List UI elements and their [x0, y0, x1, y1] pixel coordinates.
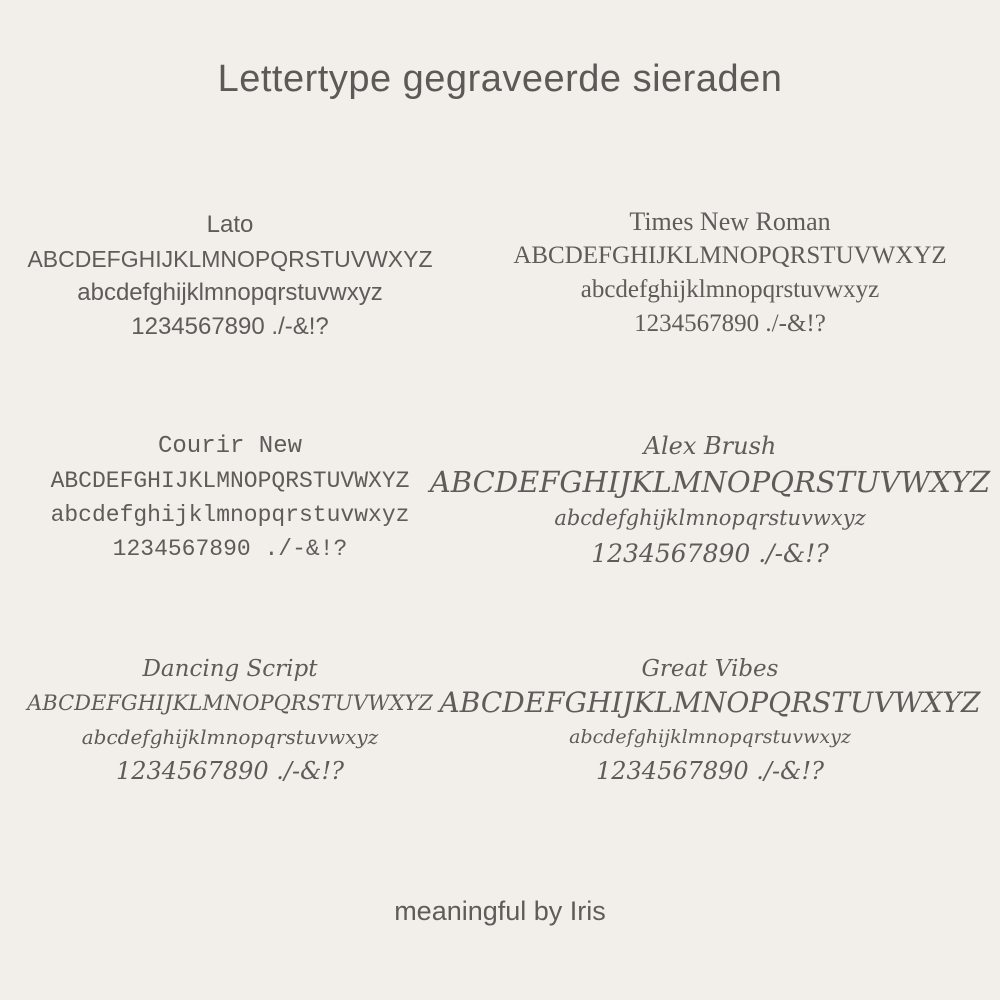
font-uppercase-sample: ABCDEFGHIJKLMNOPQRSTUVWXYZ [50, 468, 410, 494]
page-title: Lettertype gegraveerde sieraden [217, 58, 783, 100]
font-uppercase-sample: ABCDEFGHIJKLMNOPQRSTUVWXYZ [439, 686, 981, 719]
font-sample-alex-brush [420, 428, 1000, 572]
font-lowercase-sample: abcdefghijklmnopqrstuvwxyz [81, 725, 379, 749]
font-uppercase-sample: ABCDEFGHIJKLMNOPQRSTUVWXYZ [27, 691, 433, 715]
font-sample-lato [0, 208, 460, 344]
font-numbers-sample: 1234567890 ./-&!? [112, 536, 348, 562]
font-name: Lato [206, 211, 254, 238]
font-numbers-sample: 1234567890 ./-&!? [591, 539, 829, 568]
font-lowercase-sample: abcdefghijklmnopqrstuvwxyz [569, 726, 851, 748]
font-numbers-sample: 1234567890 ./-&!? [115, 757, 345, 785]
font-name: Great Vibes [641, 656, 779, 682]
font-uppercase-sample: ABCDEFGHIJKLMNOPQRSTUVWXYZ [429, 465, 991, 499]
font-numbers-sample: 1234567890 ./-&!? [595, 757, 825, 785]
font-sample-great-vibes [420, 652, 1000, 788]
font-uppercase-sample: ABCDEFGHIJKLMNOPQRSTUVWXYZ [27, 246, 433, 272]
font-lowercase-sample: abcdefghijklmnopqrstuvwxyz [554, 506, 866, 530]
font-sample-dancing-script [0, 652, 460, 788]
font-numbers-sample: 1234567890 ./-&!? [634, 310, 826, 337]
font-lowercase-sample: abcdefghijklmnopqrstuvwxyz [580, 276, 880, 303]
font-name: Dancing Script [142, 656, 318, 682]
font-name: Alex Brush [643, 432, 777, 460]
font-name: Courir New [157, 433, 303, 460]
brand-footer: meaningful by Iris [394, 896, 606, 926]
font-lowercase-sample: abcdefghijklmnopqrstuvwxyz [77, 279, 383, 306]
font-numbers-sample: 1234567890 ./-&!? [131, 313, 329, 340]
font-name: Times New Roman [629, 207, 831, 236]
font-sample-times-new-roman [460, 205, 1000, 341]
font-lowercase-sample: abcdefghijklmnopqrstuvwxyz [50, 502, 410, 528]
font-sample-courir-new [0, 430, 460, 566]
font-uppercase-sample: ABCDEFGHIJKLMNOPQRSTUVWXYZ [513, 242, 947, 269]
